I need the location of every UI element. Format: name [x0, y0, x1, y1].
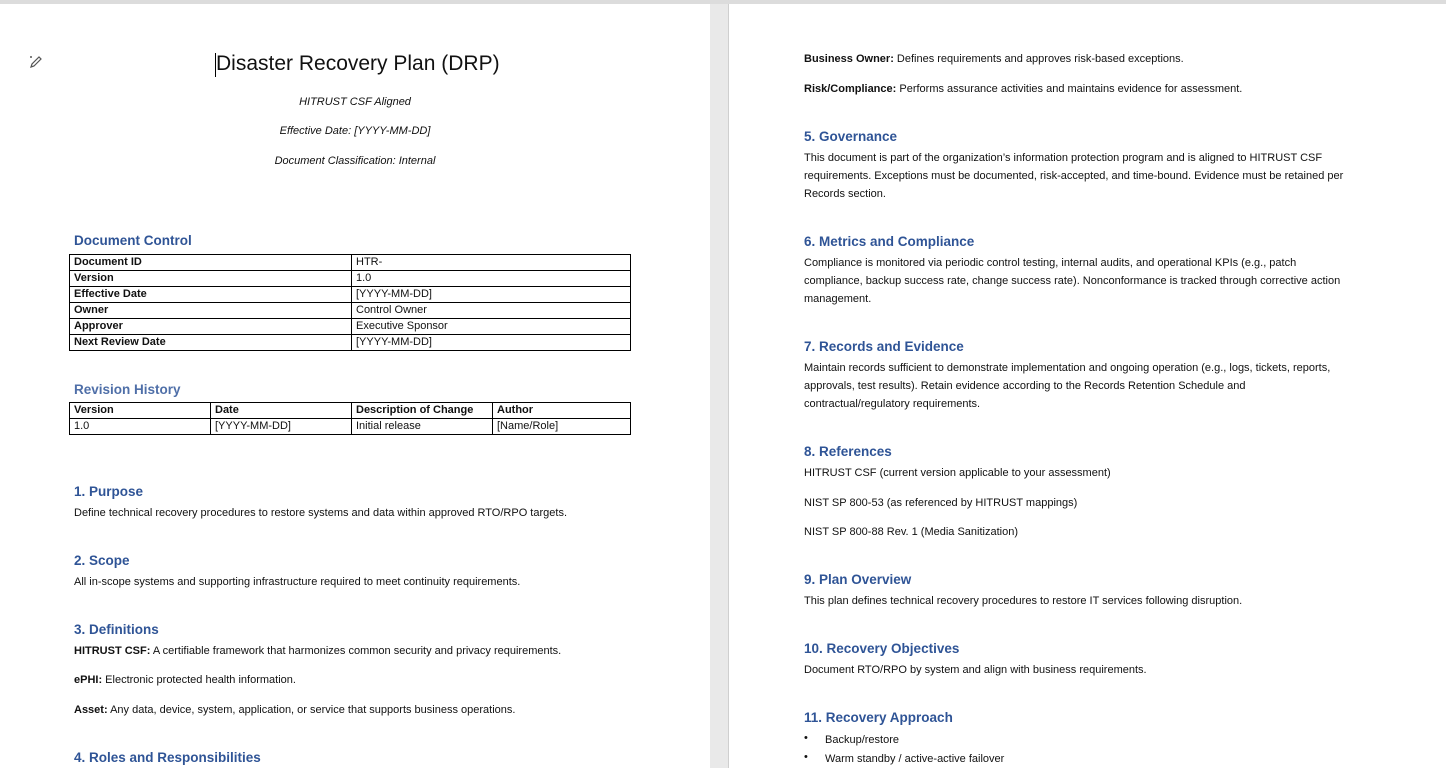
definition-asset: Asset: Any data, device, system, application, or service that supports business operations.	[74, 704, 516, 716]
subtitle: HITRUST CSF Aligned	[299, 96, 411, 108]
records-text: Maintain records sufficient to demonstrate implementation and ongoing operation (e.g., logs, tickets, reports, approvals, test results). Retain evidence according to the Records Retention Schedule and contractual/regulatory requirements.	[804, 362, 1331, 410]
reference-item: NIST SP 800-53 (as referenced by HITRUST mappings)	[804, 497, 1078, 509]
document-page-1[interactable]	[0, 4, 710, 768]
bullet-icon: •	[804, 751, 808, 763]
reference-item: HITRUST CSF (current version applicable to your assessment)	[804, 467, 1111, 479]
document-page-2[interactable]	[728, 4, 1446, 768]
revision-history-table	[69, 402, 631, 435]
doc-control-table	[69, 254, 631, 351]
doc-control-heading: Document Control	[74, 233, 192, 248]
definitions-heading: 3. Definitions	[74, 622, 159, 637]
list-item: Warm standby / active-active failover	[825, 753, 1005, 765]
page-title: Disaster Recovery Plan (DRP)	[216, 52, 500, 75]
plan-overview-text: This plan defines technical recovery procedures to restore IT services following disruption.	[804, 595, 1243, 607]
metrics-heading: 6. Metrics and Compliance	[804, 234, 975, 249]
classification-line: Document Classification: Internal	[274, 155, 436, 167]
table-header-row: Version Date Description of Change Author	[70, 403, 631, 419]
definition-hitrust: HITRUST CSF: A certifiable framework that harmonizes common security and privacy requirements.	[74, 645, 562, 657]
governance-heading: 5. Governance	[804, 129, 898, 144]
recovery-approach-heading: 11. Recovery Approach	[804, 710, 953, 725]
roles-heading: 4. Roles and Responsibilities	[74, 750, 261, 765]
table-row: Approver Executive Sponsor	[70, 319, 631, 335]
purpose-text: Define technical recovery procedures to restore systems and data within approved RTO/RPO targets.	[74, 507, 567, 519]
plan-overview-heading: 9. Plan Overview	[804, 572, 912, 587]
role-business-owner: Business Owner: Defines requirements and approves risk-based exceptions.	[804, 53, 1184, 65]
effective-date-line: Effective Date: [YYYY-MM-DD]	[279, 125, 431, 137]
bullet-icon: •	[804, 732, 808, 744]
table-row: Next Review Date [YYYY-MM-DD]	[70, 335, 631, 351]
table-row: Document ID HTR-	[70, 255, 631, 271]
purpose-heading: 1. Purpose	[74, 484, 144, 499]
list-item: Backup/restore	[825, 734, 899, 746]
table-row: Effective Date [YYYY-MM-DD]	[70, 287, 631, 303]
role-risk-compliance: Risk/Compliance: Performs assurance activities and maintains evidence for assessment.	[804, 83, 1243, 95]
references-heading: 8. References	[804, 444, 892, 459]
reference-item: NIST SP 800-88 Rev. 1 (Media Sanitization)	[804, 526, 1018, 538]
recovery-objectives-heading: 10. Recovery Objectives	[804, 641, 960, 656]
scope-text: All in-scope systems and supporting infrastructure required to meet continuity requirements.	[74, 576, 521, 588]
governance-text: This document is part of the organization’s information protection program and is aligned to HITRUST CSF requirements. Exceptions must be documented, risk-accepted, and time-bound. Evidence must be retained per Records section.	[804, 152, 1344, 200]
scope-heading: 2. Scope	[74, 553, 130, 568]
table-row: 1.0 [YYYY-MM-DD] Initial release [Name/Role]	[70, 419, 631, 435]
definition-ephi: ePHI: Electronic protected health information.	[74, 674, 296, 686]
revision-history-heading: Revision History	[74, 382, 181, 397]
recovery-objectives-text: Document RTO/RPO by system and align with business requirements.	[804, 664, 1147, 676]
edit-pen-icon[interactable]	[28, 54, 44, 70]
records-heading: 7. Records and Evidence	[804, 339, 964, 354]
metrics-text: Compliance is monitored via periodic control testing, internal audits, and operational KPIs (e.g., patch compliance, backup success rate, change success rate). Nonconformance is tracked through corrective action management.	[804, 257, 1341, 305]
table-row: Version 1.0	[70, 271, 631, 287]
table-row: Owner Control Owner	[70, 303, 631, 319]
